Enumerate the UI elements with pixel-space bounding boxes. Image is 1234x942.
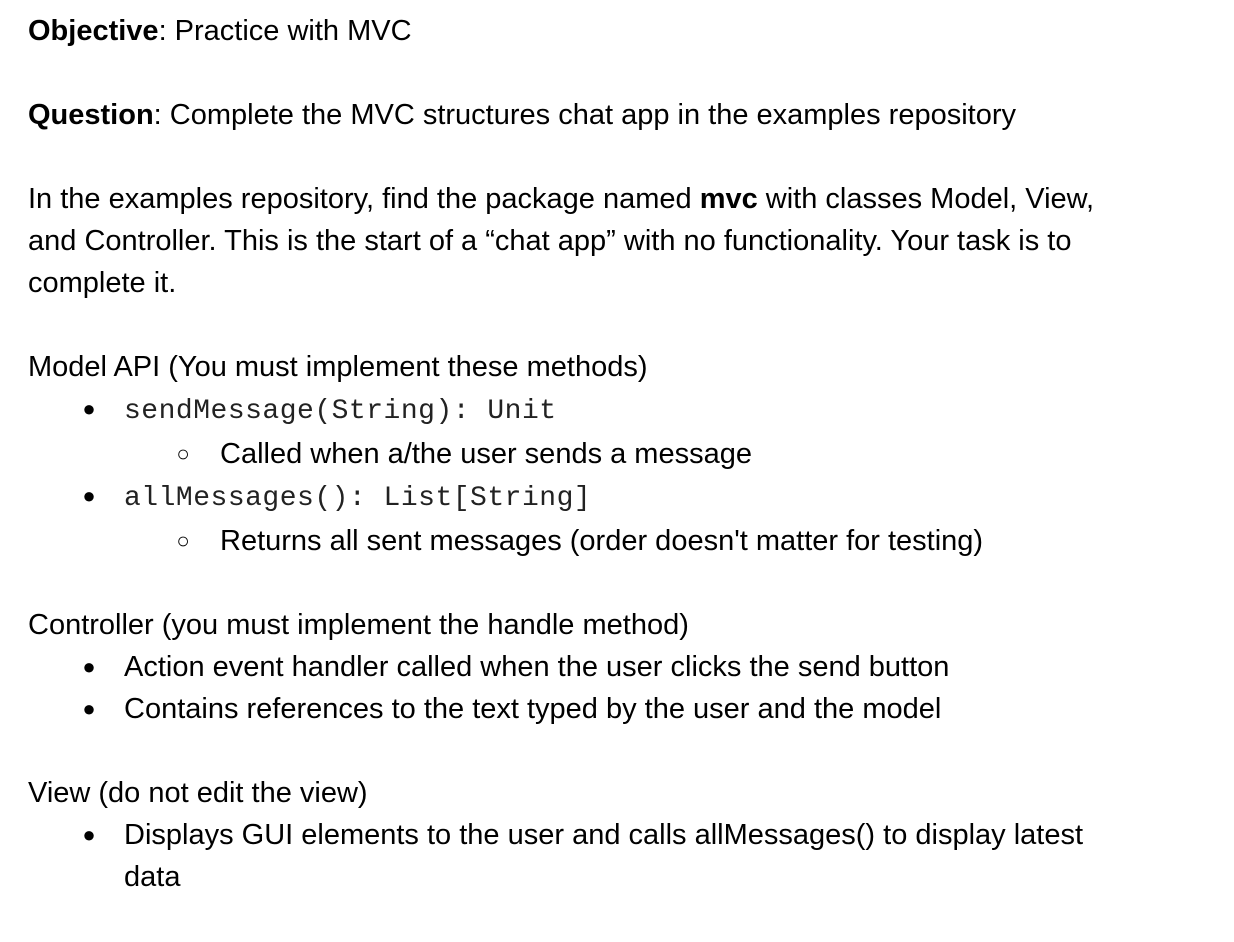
spacer bbox=[28, 52, 1234, 94]
controller-point: Action event handler called when the user clicks the send button bbox=[124, 651, 950, 683]
intro-text-after: with classes Model, View, bbox=[757, 183, 1095, 215]
package-name: mvc bbox=[699, 183, 758, 215]
intro-line-3: complete it. bbox=[28, 267, 177, 299]
list-item bbox=[28, 646, 1234, 688]
question-line bbox=[28, 94, 1234, 136]
bullet-icon: ● bbox=[82, 396, 96, 421]
model-api-list bbox=[28, 388, 1234, 562]
intro-text-before: In the examples repository, find the package named bbox=[28, 183, 700, 215]
bullet-icon: ● bbox=[82, 483, 96, 508]
controller-point: Contains references to the text typed by the user and the model bbox=[124, 693, 942, 725]
view-heading: View (do not edit the view) bbox=[28, 777, 368, 809]
model-api-heading: Model API (You must implement these methods) bbox=[28, 351, 648, 383]
bullet-icon: ● bbox=[82, 654, 96, 679]
method-signature: allMessages(): List[String] bbox=[124, 483, 592, 514]
method-note: Called when a/the user sends a message bbox=[220, 438, 752, 470]
view-point-line-2: data bbox=[124, 861, 181, 893]
view-point-line-1: Displays GUI elements to the user and calls allMessages() to display latest bbox=[124, 819, 1084, 851]
list-item bbox=[28, 814, 1234, 898]
view-list bbox=[28, 814, 1234, 898]
question-label: Question bbox=[28, 99, 154, 131]
intro-line-1 bbox=[28, 178, 1234, 220]
circle-bullet-icon: ○ bbox=[176, 528, 190, 553]
objective-label: Objective bbox=[28, 15, 159, 47]
spacer bbox=[28, 136, 1234, 178]
bullet-icon: ● bbox=[82, 696, 96, 721]
controller-heading: Controller (you must implement the handle method) bbox=[28, 609, 689, 641]
spacer bbox=[28, 304, 1234, 346]
list-item bbox=[28, 520, 1234, 562]
list-item bbox=[28, 433, 1234, 475]
list-item bbox=[28, 388, 1234, 433]
bullet-icon: ● bbox=[82, 822, 96, 847]
list-item bbox=[28, 688, 1234, 730]
controller-list bbox=[28, 646, 1234, 730]
question-text: : Complete the MVC structures chat app in the examples repository bbox=[153, 99, 1017, 131]
method-signature: sendMessage(String): Unit bbox=[124, 396, 557, 427]
method-note: Returns all sent messages (order doesn't matter for testing) bbox=[220, 525, 984, 557]
intro-line-2: and Controller. This is the start of a “chat app” with no functionality. Your task is to bbox=[28, 225, 1072, 257]
objective-line bbox=[28, 10, 1234, 52]
spacer bbox=[28, 730, 1234, 772]
objective-text: : Practice with MVC bbox=[158, 15, 412, 47]
list-item bbox=[28, 475, 1234, 520]
circle-bullet-icon: ○ bbox=[176, 441, 190, 466]
spacer bbox=[28, 562, 1234, 604]
